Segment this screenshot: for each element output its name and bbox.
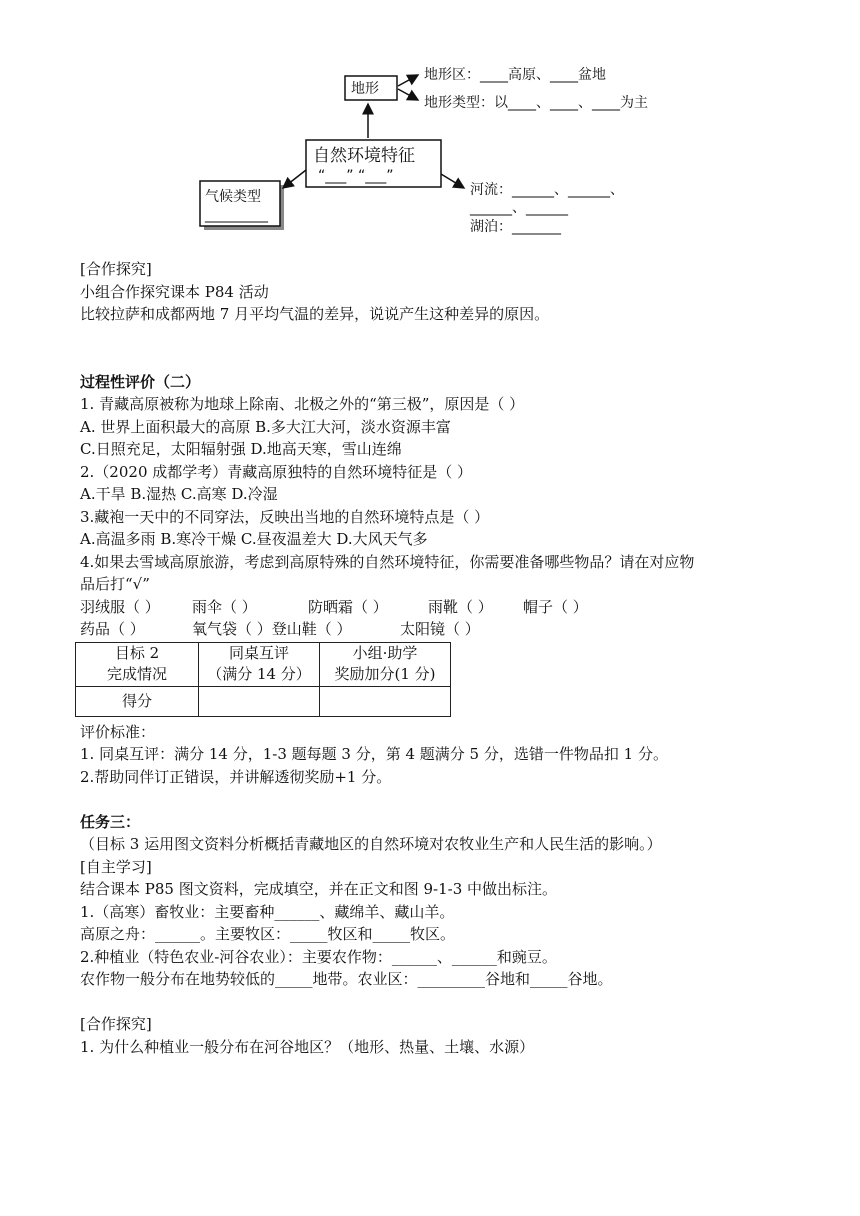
item-sunglasses: 太阳镜（ ） (400, 620, 480, 638)
lake-line: 湖泊：_______ (470, 219, 561, 235)
score-cell-group (320, 686, 451, 716)
item-sunscreen: 防晒霜（ ） (308, 597, 388, 616)
score-header-peer: 同桌互评 （满分 14 分） (199, 642, 320, 686)
center-quotes: “___” “___” (318, 168, 394, 184)
arrow-to-rivers (441, 174, 464, 188)
coop-line-1: 小组合作探究课本 P84 活动 (80, 282, 269, 301)
worksheet-content (80, 258, 800, 1058)
question-1-options-cd: C.日照充足，太阳辐射强 D.地高天寒，雪山连绵 (80, 440, 402, 458)
items-row-2 (80, 618, 800, 641)
score-header-group: 小组·助学 奖励加分(1 分) (320, 642, 451, 686)
question-2: 2.（2020 成都学考）青藏高原独特的自然环境特征是（ ） (80, 462, 473, 481)
arrow-to-terrain-type (398, 89, 418, 100)
fill-line-3: 2.种植业（特色农业-河谷农业）：主要农作物：______、______和豌豆。 (80, 947, 557, 966)
item-down-jacket: 羽绒服（ ） (80, 597, 160, 616)
question-3: 3.藏袍一天中的不同穿法，反映出当地的自然环境特点是（ ） (80, 507, 490, 526)
terrain-type-text: 地形类型：以____、____、____为主 (424, 95, 648, 111)
item-rain-boots: 雨靴（ ） (428, 597, 493, 616)
self-study-header: [自主学习] (80, 857, 152, 876)
concept-diagram (0, 0, 860, 250)
item-oxygen-and-shoes: 氧气袋（ ）登山鞋（ ） (192, 620, 352, 638)
river-line-2: ______、______ (470, 200, 568, 216)
fill-line-4: 农作物一般分布在地势较低的_____地带。农业区：_________谷地和_____谷地。 (80, 970, 613, 988)
river-line-1: 河流：______、______、 (470, 182, 624, 198)
score-table (75, 642, 451, 717)
question-4-line-2: 品后打“√” (80, 575, 150, 593)
diagram-graphics (0, 0, 860, 250)
self-study-instruction: 结合课本 P85 图文资料，完成填空，并在正文和图 9-1-3 中做出标注。 (80, 880, 558, 898)
coop-header: [合作探究] (80, 260, 152, 278)
item-medicine: 药品（ ） (80, 620, 145, 638)
fill-line-2: 高原之舟：______。主要牧区：_____牧区和_____牧区。 (80, 925, 456, 943)
coop-line-2: 比较拉萨和成都两地 7 月平均气温的差异，说说产生这种差异的原因。 (80, 305, 550, 323)
criteria-1: 1. 同桌互评：满分 14 分，1-3 题每题 3 分，第 4 题满分 5 分，选错一件物品扣 1 分。 (80, 745, 668, 763)
coop2-question-1: 1. 为什么种植业一般分布在河谷地区？（地形、热量、土壤、水源） (80, 1037, 535, 1056)
score-row-label: 得分 (76, 686, 199, 716)
center-title: 自然环境特征 (313, 146, 415, 166)
arrow-to-climate (283, 170, 306, 188)
task3-goal: （目标 3 运用图文资料分析概括青藏地区的自然环境对农牧业生产和人民生活的影响。） (80, 835, 662, 853)
climate-label: 气候类型 (205, 189, 261, 205)
score-cell-peer (199, 686, 320, 716)
question-1: 1. 青藏高原被称为地球上除南、北极之外的“第三极”，原因是（ ） (80, 395, 525, 413)
coop2-header: [合作探究] (80, 1015, 152, 1033)
eval-title: 过程性评价（二） (80, 372, 201, 391)
terrain-region-text: 地形区：____高原、____盆地 (424, 67, 606, 83)
terrain-label: 地形 (351, 81, 379, 97)
task3-title: 任务三： (80, 812, 141, 831)
question-1-options-ab: A. 世界上面积最大的高原 B.多大江大河，淡水资源丰富 (80, 417, 451, 436)
arrow-to-terrain-region (398, 75, 418, 86)
climate-blank: _________ (205, 207, 268, 223)
item-umbrella: 雨伞（ ） (192, 597, 257, 616)
criteria-title: 评价标准： (80, 722, 156, 741)
question-3-options: A.高温多雨 B.寒冷干燥 C.昼夜温差大 D.大风天气多 (80, 530, 428, 548)
question-4-line-1: 4.如果去雪域高原旅游，考虑到高原特殊的自然环境特征，你需要准备哪些物品？请在对应物 (80, 552, 695, 571)
criteria-2: 2.帮助同伴订正错误，并讲解透彻奖励+1 分。 (80, 767, 392, 786)
item-hat: 帽子（ ） (523, 597, 588, 616)
question-2-options: A.干旱 B.湿热 C.高寒 D.冷湿 (80, 485, 278, 503)
items-row-1 (80, 596, 800, 619)
score-header-goal: 目标 2 完成情况 (76, 642, 199, 686)
fill-line-1: 1.（高寒）畜牧业：主要畜种______、藏绵羊、藏山羊。 (80, 902, 455, 921)
